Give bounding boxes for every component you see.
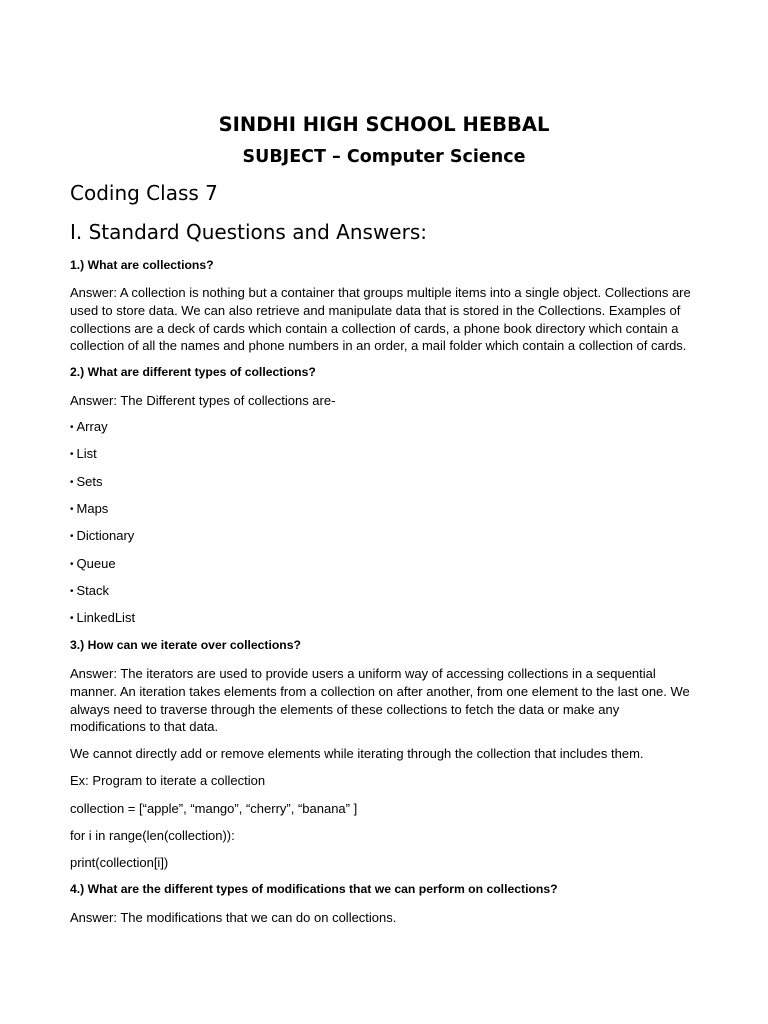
list-item (70, 501, 108, 516)
answer-3-line: manner. An iteration takes elements from a collection on after another, from one element to the last one. We (70, 683, 690, 699)
section-title: I. Standard Questions and Answers: (70, 220, 427, 244)
bullet-icon: • (70, 586, 74, 597)
bullet-icon: • (70, 422, 74, 433)
list-item (70, 583, 109, 598)
answer-3-note: We cannot directly add or remove elements while iterating through the collection that includes them. (70, 746, 644, 761)
class-title: Coding Class 7 (70, 181, 218, 205)
list-item-label: Sets (76, 474, 103, 489)
answer-1 (70, 284, 691, 355)
list-item-label: Maps (76, 501, 109, 516)
list-item (70, 446, 97, 461)
list-item (70, 419, 108, 434)
code-line: collection = [“apple”, “mango”, “cherry”, “banana” ] (70, 801, 358, 816)
question-3: 3.) How can we iterate over collections? (70, 638, 301, 652)
question-1: 1.) What are collections? (70, 258, 214, 272)
bullet-icon: • (70, 504, 74, 515)
answer-4: Answer: The modifications that we can do on collections. (70, 910, 397, 925)
list-item (70, 556, 116, 571)
list-item-label: Stack (76, 583, 110, 598)
question-4: 4.) What are the different types of modifications that we can perform on collections? (70, 882, 558, 896)
list-item (70, 474, 103, 489)
list-item-label: LinkedList (76, 610, 136, 625)
list-item-label: Queue (76, 556, 116, 571)
subject-title: SUBJECT – Computer Science (242, 147, 526, 167)
answer-1-line: Answer: A collection is nothing but a container that groups multiple items into a single object. Collections are (70, 285, 691, 300)
answer-3-line: Answer: The iterators are used to provide users a uniform way of accessing collections in a sequential (70, 666, 656, 681)
bullet-icon: • (70, 613, 74, 624)
list-item-label: List (76, 446, 97, 461)
list-item (70, 610, 135, 625)
bullet-icon: • (70, 531, 74, 542)
answer-3 (70, 665, 690, 736)
answer-2: Answer: The Different types of collections are- (70, 393, 336, 408)
answer-3-line: always need to traverse through the elements of these collections to fetch the data or make any (70, 701, 620, 717)
bullet-icon: • (70, 559, 74, 570)
code-line: for i in range(len(collection)): (70, 828, 235, 843)
bullet-icon: • (70, 477, 74, 488)
code-line: print(collection[i]) (70, 855, 169, 870)
question-2: 2.) What are different types of collections? (70, 365, 316, 379)
example-title: Ex: Program to iterate a collection (70, 773, 266, 788)
list-item-label: Array (76, 419, 108, 434)
list-item-label: Dictionary (76, 528, 135, 543)
list-item (70, 528, 134, 543)
answer-1-line: collection of all the names and phone numbers in an order, a mail folder which contain a collection of cards. (70, 338, 687, 354)
bullet-icon: • (70, 449, 74, 460)
school-title: SINDHI HIGH SCHOOL HEBBAL (218, 113, 550, 136)
answer-1-line: collections are a deck of cards which contain a collection of cards, a phone book directory which contain a (70, 320, 679, 336)
answer-1-line: used to store data. We can also retrieve and manipulate data that is stored in the Collections. Examples of (70, 302, 681, 318)
answer-3-line: modifications to that data. (70, 719, 219, 735)
